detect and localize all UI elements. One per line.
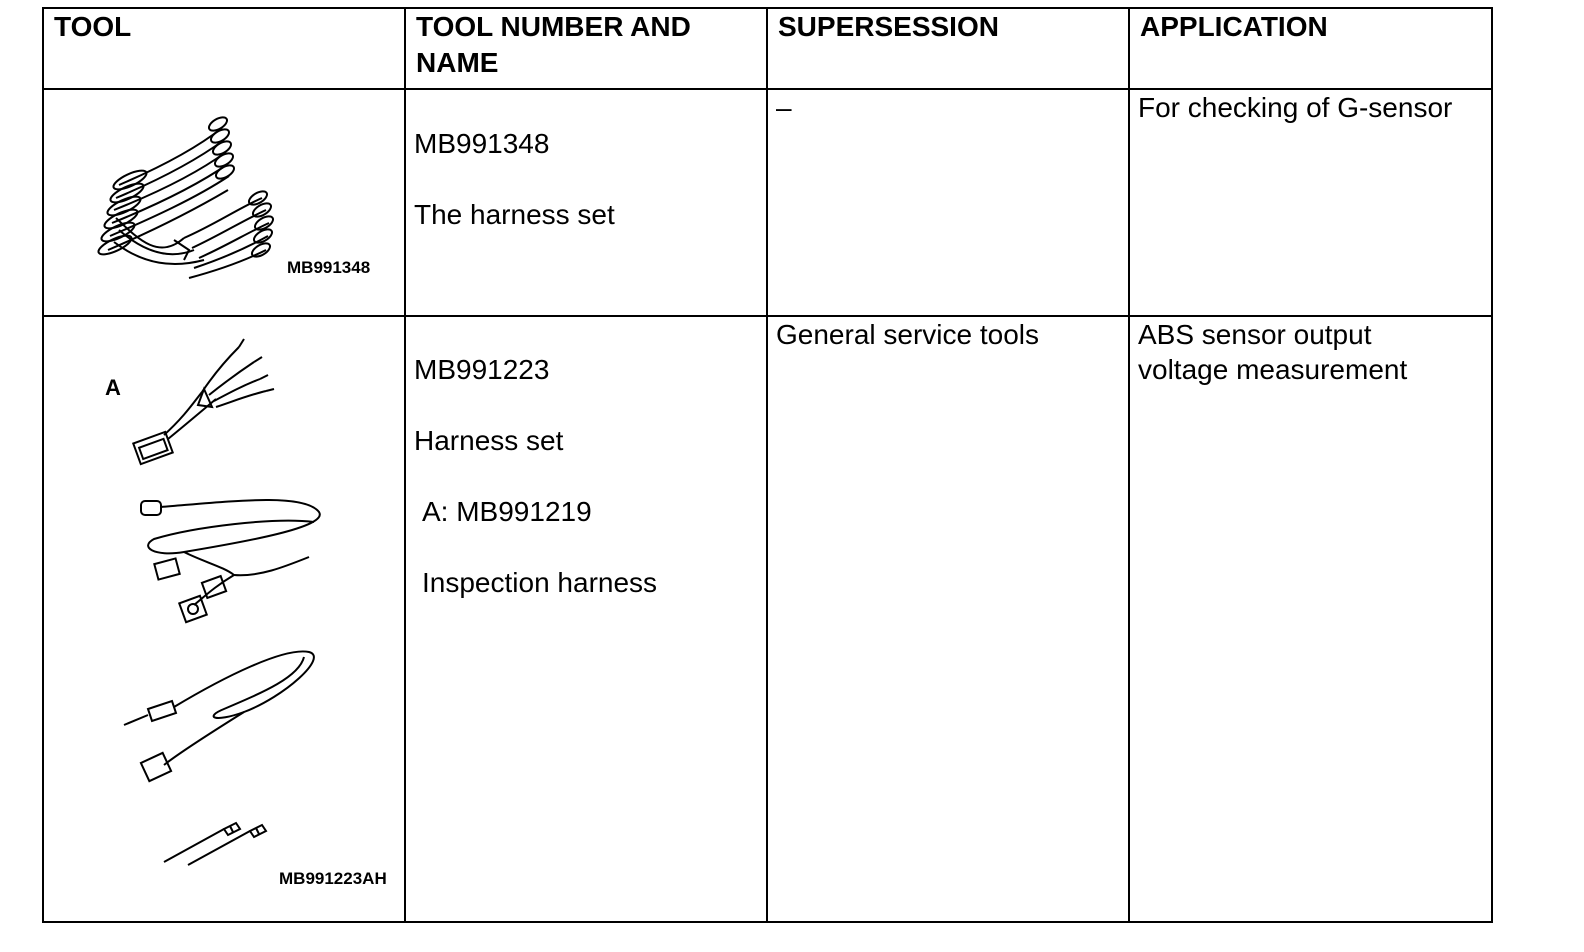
inspection-harness-a xyxy=(133,339,274,464)
lower-leads xyxy=(114,189,275,278)
tool-illustration-cell xyxy=(43,316,405,922)
tool-number: MB991223 xyxy=(414,354,550,386)
table-row xyxy=(43,316,1492,922)
header-application-label: APPLICATION xyxy=(1140,11,1328,42)
probe-pins xyxy=(164,823,266,865)
tool-number-and-name-cell xyxy=(405,89,767,315)
tool-illustration-cell xyxy=(43,89,405,315)
illustration-label: MB991348 xyxy=(287,258,371,278)
table-row xyxy=(43,89,1492,315)
test-lead-probe xyxy=(124,651,314,781)
header-application xyxy=(1129,8,1492,89)
sub-item-number: A: MB991219 xyxy=(422,496,592,528)
supersession-cell xyxy=(767,89,1129,315)
sensor-harness xyxy=(141,500,320,622)
harness-set-illustration xyxy=(44,317,406,920)
sub-item-name: Inspection harness xyxy=(422,567,658,599)
tool-name: Harness set xyxy=(414,425,564,457)
application-cell xyxy=(1129,316,1492,922)
special-tools-table xyxy=(42,7,1493,923)
header-tool-number-and-name-label: TOOL NUMBER AND NAME xyxy=(416,11,691,78)
supersession-value: General service tools xyxy=(776,318,1040,350)
application-value: For checking of G-sensor xyxy=(1138,92,1453,124)
application-value: ABS sensor output voltage measurement xyxy=(1138,318,1408,386)
application-cell xyxy=(1129,89,1492,315)
illustration-part-letter: A xyxy=(105,374,121,400)
header-tool-label: TOOL xyxy=(54,11,132,42)
tool-number: MB991348 xyxy=(414,127,550,159)
supersession-cell xyxy=(767,316,1129,922)
tool-name: The harness set xyxy=(414,198,615,230)
illustration-label: MB991223AH xyxy=(279,868,387,888)
supersession-value: – xyxy=(776,92,792,124)
header-tool-number-and-name xyxy=(405,8,767,89)
harness-set-illustration xyxy=(44,90,406,314)
header-supersession xyxy=(767,8,1129,89)
header-row xyxy=(43,8,1492,89)
tool-number-and-name-cell xyxy=(405,316,767,922)
header-tool xyxy=(43,8,405,89)
header-supersession-label: SUPERSESSION xyxy=(778,11,999,42)
